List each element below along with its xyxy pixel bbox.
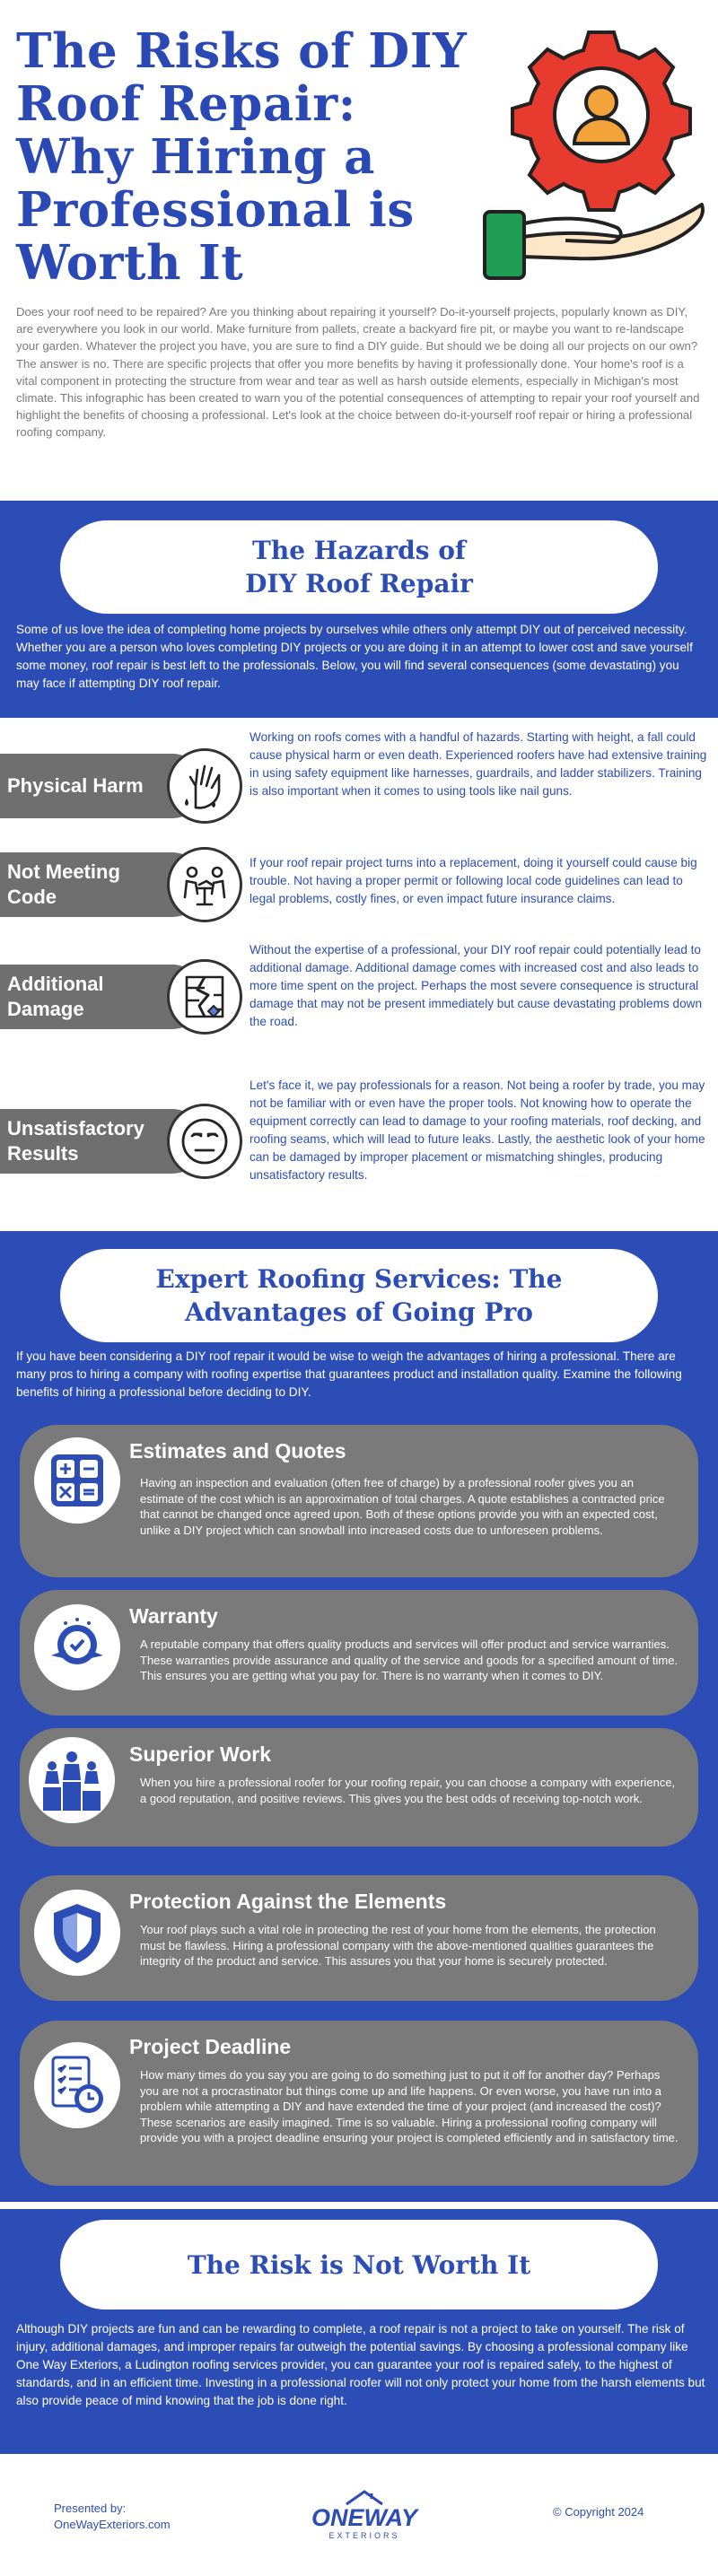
hazard-label-line: Damage	[7, 998, 84, 1020]
risk-paragraph: Although DIY projects are fun and can be rewarding to complete, a roof repair is not a project to take on yourself. The risk of injury, additional damages, and improper repairs far outweigh the potential savings. By choosing a professional company like One Way Exteriors, a Ludington roofing services provider, you can guarantee your roof is repaired safely, to the highest of standards, and in an efficient time. Investing in a professional roofer will not only protect your home from the harsh elements but also provide peace of mind knowing that the job is done right.	[16, 2322, 705, 2407]
meeting-desk-icon	[167, 847, 242, 922]
benefit-title: Warranty	[129, 1604, 218, 1628]
website-link[interactable]: OneWayExteriors.com	[54, 2518, 171, 2531]
gear-hand-icon	[467, 25, 709, 285]
heading-line: DIY Roof Repair	[245, 569, 473, 598]
benefit-description: When you hire a professional roofer for your roofing repair, you can choose a company with experience, a good reputation, and positive reviews. This gives you the best odds of receiving top-notch work.	[140, 1776, 676, 1805]
hazard-item	[0, 729, 718, 836]
shield-icon	[34, 1890, 120, 1976]
hazard-label-line: Physical Harm	[7, 774, 144, 797]
benefit-description: Having an inspection and evaluation (often free of charge) by a professional roofer gives you an estimate of the cost which is an approximation of total charges. A quote establishes a contracted price that cannot be changed once agreed upon. Both of these options provide you with an expected cost, unlike a DIY project which can snowball into increased costs due to unforeseen problems.	[140, 1476, 665, 1537]
broken-wall-icon	[167, 959, 242, 1035]
intro-paragraph: Does your roof need to be repaired? Are you thinking about repairing it yourself? Do-it-yourself projects, popularly known as DIY, are everywhere you look in our world. Make furniture from pallets, create a backyard fire pit, or maybe you want to re-landscape your garden. Whatever the project you have, you are sure to find a DIY guide. But should we be doing all our projects on our own? The answer is no. There are specific projects that offer you more benefits by having it professionally done. Your home's roof is a vital component in protecting the structure from wear and tear as well as harsh outside elements, especially in Michigan's most climate. This infographic has been created to warn you of the potential consequences of attempting to repair your roof yourself and highlight the benefits of choosing a professional. Let's look at the choice between do-it-yourself roof repair or hiring a professional roofing company.	[16, 305, 700, 440]
checklist-clock-icon	[34, 2042, 120, 2128]
calculator-icon	[34, 1437, 120, 1524]
benefit-title: Project Deadline	[129, 2035, 292, 2058]
podium-icon	[29, 1737, 115, 1823]
title-line: Worth It	[16, 235, 244, 291]
benefit-description: How many times do you say you are going to do something just to put it off for another day? Perhaps you are not a procrastinator but things come up and life happens. Or even worse, you have run into a problem while attempting a DIY and have extended the time of your project (and increased the cost)? These scenarios are easily imagined. Time is so valuable. Hiring a professional roofing company will provide you with a project deadline ensuring your project is completed efficiently and in satisfactory time.	[140, 2068, 679, 2144]
presented-by-label: Presented by:	[54, 2502, 127, 2515]
hazard-description: If your roof repair project turns into a replacement, doing it yourself could cause big trouble. Not having a proper permit or following local code guidelines can lead to legal problems, costly fines, or even impact future insurance claims.	[250, 856, 697, 905]
hazard-label	[7, 860, 120, 910]
hazard-label	[7, 773, 144, 799]
risk-heading-pill	[60, 2220, 658, 2310]
logo-sub-text: EXTERIORS	[328, 2531, 400, 2540]
presented-by	[54, 2501, 171, 2533]
page-title	[16, 25, 483, 290]
benefit-description: A reputable company that offers quality products and services will offer product and service warranties. These warranties provide assurance and quality of the service and goods for a specified amount of time. This ensures you are getting what you pay for. There is no warranty when it comes to DIY.	[140, 1637, 679, 1682]
benefit-title: Superior Work	[129, 1742, 272, 1766]
warranty-badge-icon	[34, 1604, 120, 1690]
heading-line: Expert Roofing Services: The	[155, 1264, 563, 1294]
benefit-card	[20, 2021, 698, 2186]
risk-heading: The Risk is Not Worth It	[187, 2249, 531, 2280]
hazard-label	[7, 1116, 144, 1166]
hazard-label-line: Not Meeting	[7, 860, 120, 883]
hazards-header-section	[0, 501, 718, 718]
hazard-description: Without the expertise of a professional, your DIY roof repair could potentially lead to additional damage. Additional damage comes with increased cost and also leads to more time spent on the project. Perhaps the most severe consequence is structural damage that may not be present immediately but cause devastating problems down the road.	[250, 943, 703, 1028]
title-line: The Risks of DIY	[16, 23, 468, 79]
logo-main-text: ONEWAY	[311, 2504, 418, 2531]
benefit-card	[20, 1590, 698, 1716]
hazard-label-line: Unsatisfactory	[7, 1117, 144, 1140]
hazard-item	[0, 845, 718, 953]
title-line: Why Hiring a	[16, 129, 375, 185]
hazard-label-line: Additional	[7, 973, 104, 995]
benefit-description: Your roof plays such a vital role in protecting the rest of your home from the elements, the protection must be flawless. Hiring a professional company with the above-mentioned qualities guarantees the integrity of the product and service. This assures you that your home is securely protected.	[140, 1923, 656, 1968]
hazard-label-line: Results	[7, 1142, 79, 1165]
hazards-heading	[245, 534, 473, 600]
benefit-card	[20, 1425, 698, 1577]
hand-injury-icon	[167, 748, 242, 824]
hazards-heading-pill	[60, 520, 658, 614]
hazard-description: Working on roofs comes with a handful of hazards. Starting with height, a fall could cause physical harm or even death. Experienced roofers have had extensive training in using safety equipment like harnesses, guardrails, and ladder stabilizers. Training is also important when it comes to using tools like nail guns.	[250, 730, 707, 798]
hazards-intro: Some of us love the idea of completing home projects by ourselves while others only attempt DIY out of perceived necessity. Whether you are a person who loves completing DIY projects or you are doing it in an attempt to lower cost and save yourself some money, roof repair is best left to the professionals. Below, you will find several consequences (some devastating) you may face if attempting DIY roof repair.	[16, 623, 693, 690]
pro-intro: If you have been considering a DIY roof repair it would be wise to weigh the advantages of hiring a professional. There are many pros to hiring a company with roofing expertise that guarantees product and installation quality. Examine the following benefits of hiring a professional before deciding to DIY.	[16, 1349, 682, 1399]
hazard-label	[7, 972, 104, 1022]
hazard-label-line: Code	[7, 886, 57, 908]
risk-section	[0, 2209, 718, 2454]
title-line: Professional is	[16, 182, 415, 238]
hazard-item	[0, 938, 718, 1063]
pro-heading	[156, 1262, 563, 1329]
pro-heading-pill	[60, 1249, 658, 1342]
benefit-card	[20, 1875, 698, 2001]
heading-line: The Hazards of	[252, 536, 466, 565]
benefit-card	[20, 1728, 698, 1847]
unhappy-face-icon	[167, 1104, 242, 1179]
hero-section	[0, 0, 718, 301]
hazard-description: Let's face it, we pay professionals for a reason. Not being a roofer by trade, you may not be familiar with or even have the proper tools. Not knowing how to operate the equipment correctly can lead to damage to your roofing materials, roof decking, and roofing seams, which will lead to future leaks. Lastly, the aesthetic look of your home can be damaged by improper placement or mismatching shingles, producing unsatisfactory results.	[250, 1078, 705, 1182]
hazard-item	[0, 1077, 718, 1220]
copyright: © Copyright 2024	[553, 2505, 644, 2519]
title-line: Roof Repair:	[16, 76, 356, 132]
one-way-exteriors-logo	[302, 2490, 427, 2544]
footer	[0, 2454, 718, 2576]
heading-line: Advantages of Going Pro	[185, 1297, 533, 1327]
benefit-title: Estimates and Quotes	[129, 1439, 346, 1463]
benefit-title: Protection Against the Elements	[129, 1890, 447, 1913]
